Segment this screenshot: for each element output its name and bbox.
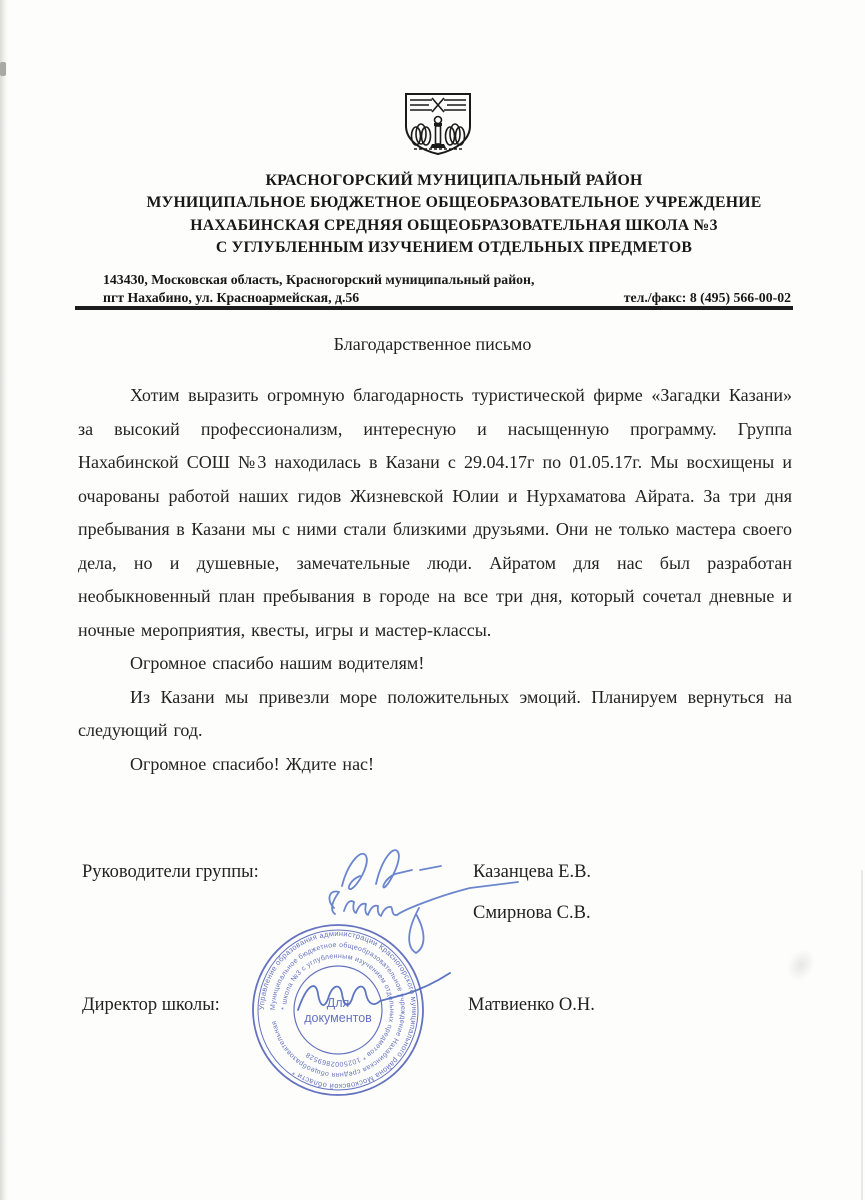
- scan-fold-smudge: [781, 944, 821, 986]
- address-line2: пгт Нахабино, ул. Красноармейская, д.56: [103, 290, 360, 305]
- stamp-center-line1: Для: [326, 996, 350, 1010]
- leader2-signature: [318, 880, 533, 958]
- stamp-center-line2: документов: [304, 1011, 372, 1025]
- scan-edge-artifact-right: [861, 870, 863, 1200]
- director-signature: [288, 968, 463, 1028]
- org-header-line4: С УГЛУБЛЕННЫМ ИЗУЧЕНИЕМ ОТДЕЛЬНЫХ ПРЕДМЕТОВ: [215, 239, 693, 257]
- org-header-line2: МУНИЦИПАЛЬНОЕ БЮДЖЕТНОЕ ОБЩЕОБРАЗОВАТЕЛЬНОЕ УЧРЕЖДЕНИЕ: [146, 194, 762, 212]
- organization-header: [90, 170, 818, 260]
- letter-title: Благодарственное письмо: [333, 334, 532, 354]
- group-leaders-label: Руководители группы:: [82, 862, 259, 882]
- leader1-name: Казанцева Е.В.: [473, 862, 592, 882]
- letter-paragraph: Огромное спасибо! Ждите нас!: [130, 753, 375, 774]
- director-name: Матвиенко О.Н.: [468, 995, 595, 1015]
- letter-paragraph: Огромное спасибо нашим водителям!: [130, 653, 425, 673]
- org-header-line3: НАХАБИНСКАЯ СРЕДНЯЯ ОБЩЕОБРАЗОВАТЕЛЬНАЯ ШКОЛА №3: [190, 216, 718, 234]
- scan-edge-artifact: [0, 0, 8, 1200]
- coat-of-arms-icon: [402, 92, 474, 156]
- stamp-ring-middle-text: Муниципальное бюджетное общеобразовательное учреждение Нахабинская средняя общеобразовательная: [269, 941, 407, 1079]
- scan-dash-artifact: [0, 62, 6, 76]
- letter-body: [78, 379, 792, 781]
- org-header-line1: КРАСНОГОРСКИЙ МУНИЦИПАЛЬНЫЙ РАЙОН: [265, 172, 643, 189]
- letter-paragraph: Из Казани мы привезли море положительных эмоций. Планируем вернуться на следующий год.: [78, 686, 792, 740]
- director-label: Директор школы:: [82, 995, 220, 1015]
- letter-paragraph: Хотим выразить огромную благодарность туристической фирме «Загадки Казани» за высокий профессионализм, интересную и насыщенную программу. Группа Нахабинской СОШ №3 находилась в Казани с 29.04.17г по 01.05.17г. Мы восхищены и очарованы работой наших гидов Жизневской Юлии и Нурхаматова Айрата. За три дня пребывания в Казани мы с ними стали близкими друзьями. Они не только мастера своего дела, но и душевные, замечательные люди. Айратом для нас был разработан необыкновенный план пребывания в городе на все три дня, который сочетал дневные и ночные мероприятия, квесты, игры и мастер-классы.: [78, 385, 792, 640]
- leader2-name: Смирнова С.В.: [473, 903, 591, 923]
- header-divider: [75, 306, 793, 310]
- address-line1: 143430, Московская область, Красногорский муниципальный район,: [103, 272, 535, 287]
- stamp-ring-outer-text: Управление образования администрации Красногорского муниципального района Московской области *: [256, 928, 420, 1092]
- stamp-ring-inner-text: * школа №3 с углубленным изучением отдельных предметов * 1025002869528: [280, 952, 396, 1068]
- phone-fax: тел./факс: 8 (495) 566-00-02: [623, 290, 791, 305]
